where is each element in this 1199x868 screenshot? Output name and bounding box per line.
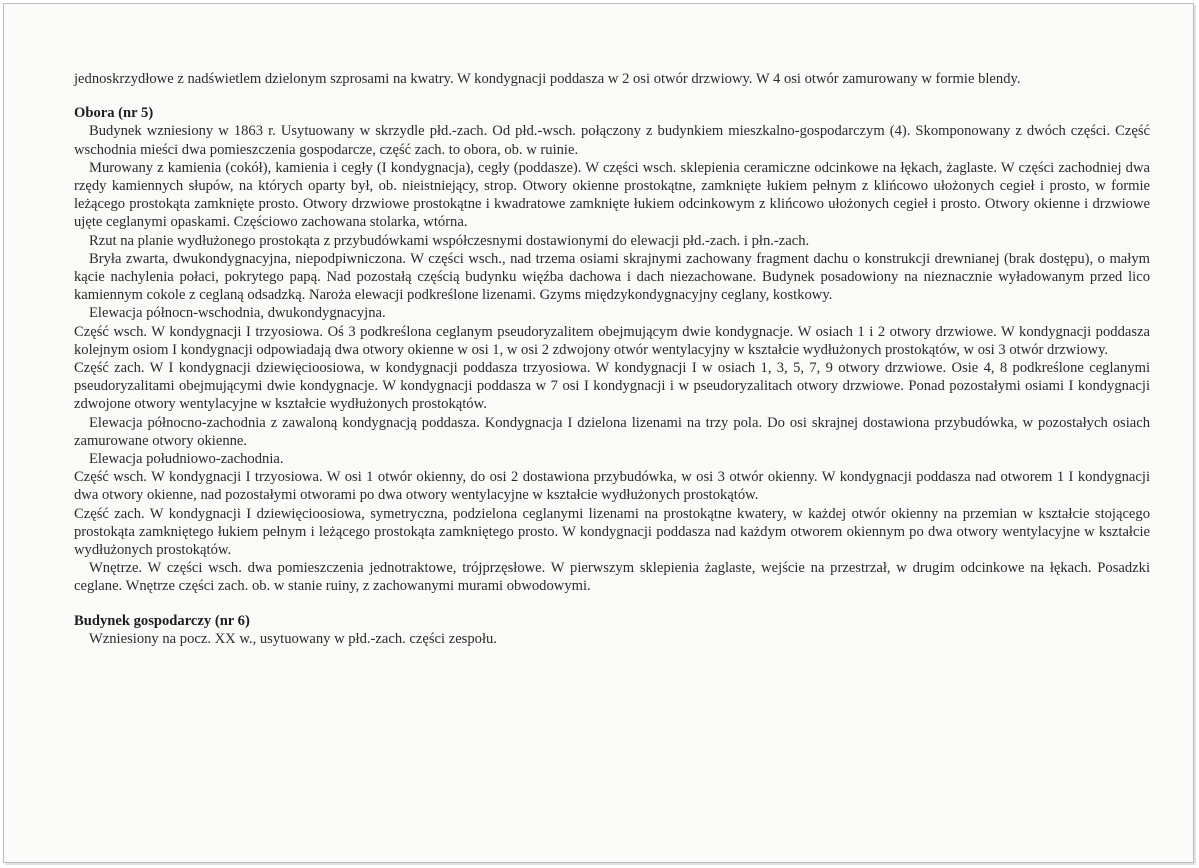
paragraph-obora-6: Część wsch. W kondygnacji I trzyosiowa. Oś 3 podkreślona ceglanym pseudoryzalitem obejmującym dwie kondygnacje. W osiach 1 i 2 otwory drzwiowe. W kondygnacji poddasza kolejnym osiom I kondygnacji odpowiadają dwa otwory okienne w osi 1, w osi 2 zdwojony otwór wentylacyjny w kształcie wydłużonych prostokątów, w osi 3 otwór drzwiowy. (74, 323, 1150, 358)
paragraph-obora-2: Murowany z kamienia (cokół), kamienia i cegły (I kondygnacja), cegły (poddasze). W części wsch. sklepienia ceramiczne odcinkowe na łękach, żaglaste. W części zachodniej dwa rzędy kamiennych słupów, na których oparty był, ob. nieistniejący, strop. Otwory okienne prostokątne, zamknięte łukiem pełnym z klińcowo ułożonych cegieł i prosto, w formie leżącego prostokąta zamknięte prosto. Otwory drzwiowe prostokątne i kwadratowe zamknięte łukiem odcinkowym z klińcowo ułożonych cegieł i prosto. Otwory okienne i drzwiowe ujęte ceglanymi opaskami. Częściowo zachowana stolarka, wtórna. (74, 159, 1150, 231)
paragraph-obora-1: Budynek wzniesiony w 1863 r. Usytuowany w skrzydle płd.-zach. Od płd.-wsch. połączony z budynkiem mieszkalno-gospodarczym (4). Skomponowany z dwóch części. Część wschodnia mieści dwa pomieszczenia gospodarcze, część zach. to obora, ob. w ruinie. (74, 123, 1150, 158)
paragraph-budynek-gospodarczy-1: Wzniesiony na pocz. XX w., usytuowany w płd.-zach. części zespołu. (89, 630, 497, 647)
section-title-obora: Obora (nr 5) (74, 105, 154, 122)
paragraph-obora-5: Elewacja północn-wschodnia, dwukondygnacyjna. (89, 305, 386, 322)
document-body (74, 70, 1150, 648)
paragraph-obora-8: Elewacja północno-zachodnia z zawaloną kondygnacją poddasza. Kondygnacja I dzielona lizenami na trzy pola. Do osi skrajnej dostawiona przybudówka, w pozostałych osiach zamurowane otwory okienne. (74, 414, 1150, 449)
paragraph-obora-7: Część zach. W I kondygnacji dziewięcioosiowa, w kondygnacji poddasza trzyosiowa. W kondygnacji I w osiach 1, 3, 5, 7, 9 otwory drzwiowe. Osie 4, 8 podkreślone ceglanymi pseudoryzalitami obejmującymi dwie kondygnacje. W kondygnacji poddasza w 7 osi I kondygnacji i w pseudoryzalitach otwory drzwiowe. Ponad pozostałymi osiami I kondygnacji zdwojone otwory wentylacyjne w kształcie wydłużonych prostokątów. (74, 360, 1150, 413)
section-spacer (74, 88, 1150, 104)
section-spacer (74, 596, 1150, 612)
paragraph-obora-3: Rzut na planie wydłużonego prostokąta z przybudówkami współczesnymi dostawionymi do elewacji płd.-zach. i płn.-zach. (89, 232, 810, 249)
intro-paragraph: jednoskrzydłowe z nadświetlem dzielonym szprosami na kwatry. W kondygnacji poddasza w 2 osi otwór drzwiowy. W 4 osi otwór zamurowany w formie blendy. (74, 71, 1021, 87)
paragraph-obora-9: Elewacja południowo-zachodnia. (89, 451, 284, 468)
paragraph-obora-10: Część wsch. W kondygnacji I trzyosiowa. W osi 1 otwór okienny, do osi 2 dostawiona przybudówka, w osi 3 otwór okienny. W kondygnacji poddasza nad otworem 1 I kondygnacji dwa otwory okienne, nad pozostałymi otworami po dwa otwory wentylacyjne w kształcie wydłużonych prostokątów. (74, 469, 1150, 504)
document-page (3, 3, 1194, 863)
paragraph-obora-11: Część zach. W kondygnacji I dziewięcioosiowa, symetryczna, podzielona ceglanymi lizenami na prostokątne kwatery, w każdej otwór okienny na przemian w kształcie stojącego prostokąta zamkniętego łukiem pełnym i leżącego prostokąta zamkniętego prosto. W kondygnacji poddasza nad każdym otworem okiennym po dwa otwory wentylacyjne w kształcie wydłużonych prostokątów. (74, 505, 1150, 559)
paragraph-obora-12: Wnętrze. W części wsch. dwa pomieszczenia jednotraktowe, trójprzęsłowe. W pierwszym sklepienia żaglaste, wejście na przestrzał, w drugim odcinkowe na łękach. Posadzki ceglane. Wnętrze części zach. ob. w stanie ruiny, z zachowanymi murami obwodowymi. (74, 560, 1150, 595)
section-title-budynek-gospodarczy: Budynek gospodarczy (nr 6) (74, 612, 250, 629)
paragraph-obora-4: Bryła zwarta, dwukondygnacyjna, niepodpiwniczona. W części wsch., nad trzema osiami skrajnymi zachowany fragment dachu o konstrukcji drewnianej (brak dostępu), o małym kącie nachylenia połaci, pokrytego papą. Nad pozostałą częścią budynku więźba dachowa i dach niezachowane. Budynek posadowiony na nieznacznie wyładowanym przed lico kamiennym cokole z ceglaną odsadzką. Naroża elewacji podkreślone lizenami. Gzyms międzykondygnacyjny ceglany, kostkowy. (74, 250, 1150, 304)
